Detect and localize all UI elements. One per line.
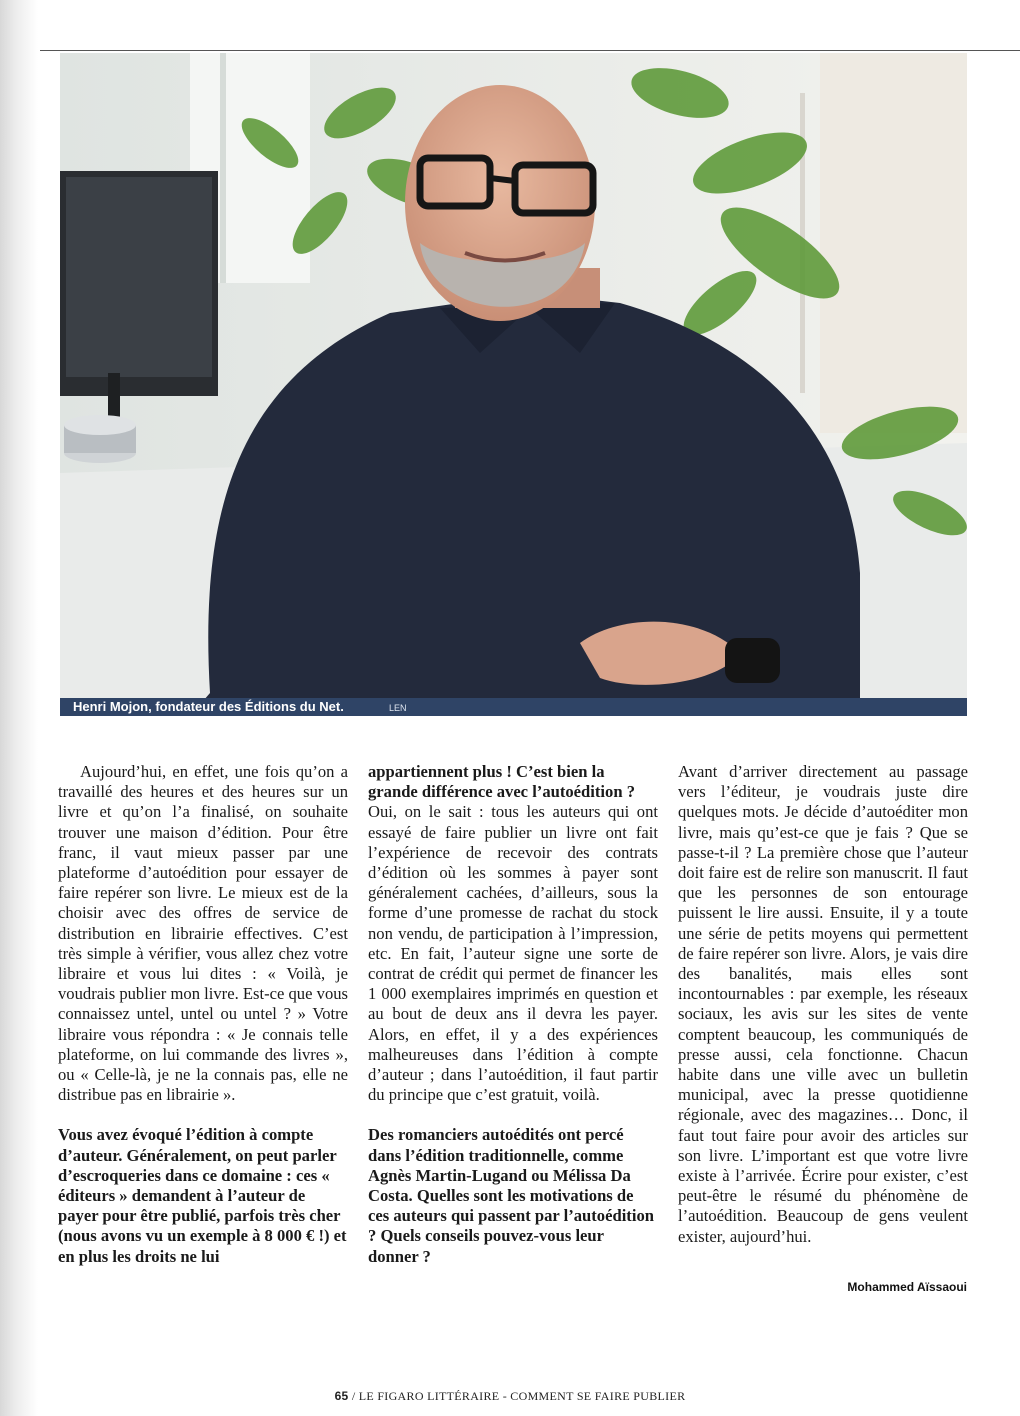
- interview-question-continued: appartiennent plus ! C’est bien la grande différence avec l’autoédition ?: [368, 762, 635, 802]
- top-rule: [40, 50, 1020, 51]
- page-gutter-shadow: [0, 0, 38, 1416]
- photo-credit: LEN: [389, 703, 407, 713]
- article-paragraph: Aujourd’hui, en effet, une fois qu’on a travaillé des heures et des heures sur un livre et qu’on l’a finalisé, on souhaite trouver une maison d’édition. Pour être franc, il vaut mieux passer par une plateforme d’autoédition pour essayer de faire repérer son livre. Le mieux est de la choisir avec des offres de service de distribution en librairie effectives. C’est très simple à vérifier, vous allez chez votre libraire et vous lui dites : « Voilà, je voudrais publier mon livre. Est-ce que vous connaissez untel, untel ou untel ? » Votre libraire vous répondra : « Je connais telle plateforme, on lui commande des livres », ou « Celle-là, je ne la connais pas, elle ne distribue pas en librairie ».: [58, 762, 348, 1105]
- portrait-photo: [60, 53, 967, 716]
- article-column-3: [678, 762, 968, 1247]
- interview-question: Des romanciers autoédités ont percé dans l’édition traditionnelle, comme Agnès Martin-Lugand ou Mélissa Da Costa. Quelles sont les motivations de ces auteurs qui passent par l’autoédition ? Quels conseils pouvez-vous leur donner ?: [368, 1125, 654, 1266]
- article-column-2: [368, 762, 658, 1267]
- page-number: 65: [334, 1389, 349, 1403]
- author-byline: Mohammed Aïssaoui: [847, 1280, 967, 1294]
- article-column-1: [58, 762, 348, 1267]
- photo-caption-bar: [60, 698, 967, 716]
- portrait-illustration: [60, 53, 967, 716]
- interview-question: Vous avez évoqué l’édition à compte d’auteur. Généralement, on peut parler d’escroqueries dans ce domaine : ces « éditeurs » demandent à l’auteur de payer pour être publié, parfois très cher (nous avons vu un exemple à 8 000 € !) et en plus les droits ne lui: [58, 1125, 347, 1266]
- page-footer: [0, 1389, 1020, 1404]
- interview-answer: Avant d’arriver directement au passage vers l’éditeur, je voudrais juste dire quelques mots. Je décide d’autoéditer mon livre, mais qu’est-ce que je fais ? Que se passe-t-il ? La première chose que l’auteur doit faire est de relire son manuscrit. Il faut que les personnes de son entourage puissent le lire aussi. Ensuite, il y a toute une série de petits moyens qui permettent de faire repérer son livre. Alors, je vais dire des banalités, mais elles sont incontournables : par exemple, les réseaux sociaux, les avis sur les sites de vente comptent beaucoup, les communiqués de presse aussi, cela fonctionne. Chacun habite dans une ville avec un bulletin municipal, avec la presse quotidienne régionale, avec des magazines… Donc, il faut tout faire pour avoir des articles sur son livre. L’important est que votre livre existe à l’arrivée. Écrire pour exister, c’est peut-être le résumé du phénomène de l’autoédition. Beaucoup de gens veulent exister, aujourd’hui.: [678, 762, 968, 1246]
- photo-caption: Henri Mojon, fondateur des Éditions du Net.: [73, 699, 344, 714]
- publication-name: / LE FIGARO LITTÉRAIRE - COMMENT SE FAIRE PUBLIER: [351, 1389, 686, 1403]
- interview-answer: Oui, on le sait : tous les auteurs qui ont essayé de faire publier un livre ont fait l’expérience de recevoir des contrats d’édition où les sommes à payer sont généralement cachées, d’ailleurs, sous la forme d’une promesse de rachat du stock non vendu, de participation à l’impression, etc. En fait, l’auteur signe une sorte de contrat de crédit qui permet de financer les 1 000 exemplaires imprimés en question et au bout de deux ans il devra les payer. Alors, en effet, il y a des expériences malheureuses dans l’édition à compte d’auteur ; dans l’autoédition, il faut partir du principe que c’est gratuit, voilà.: [368, 802, 658, 1105]
